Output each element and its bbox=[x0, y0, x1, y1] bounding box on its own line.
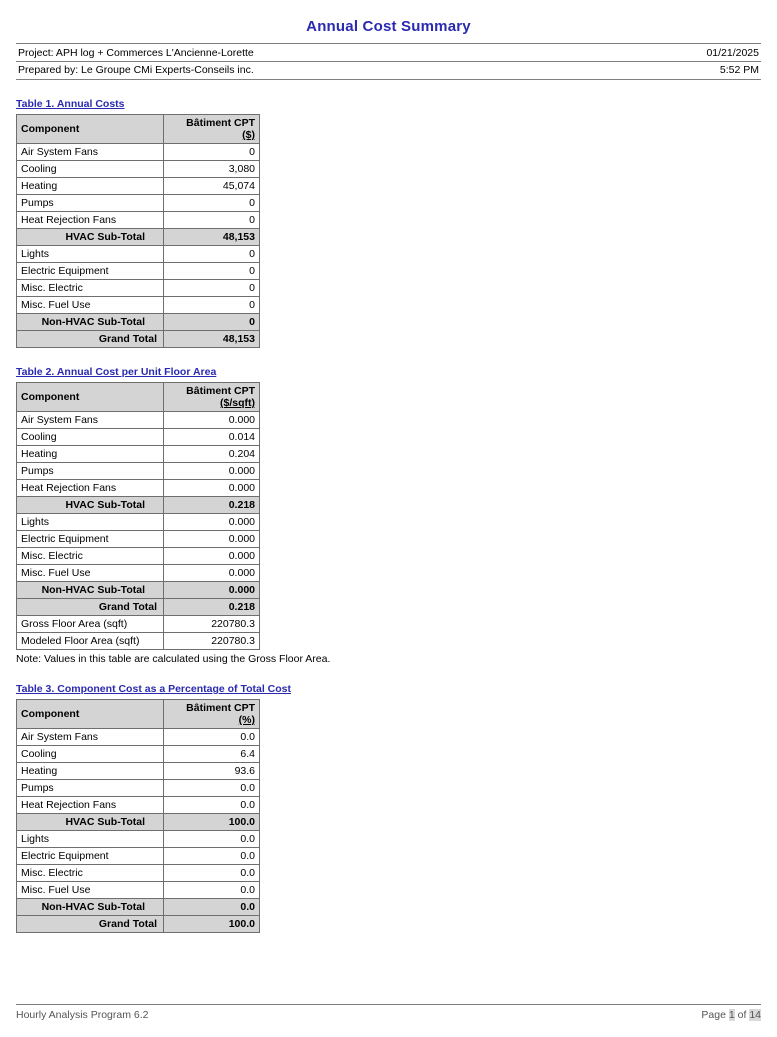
footer-page-prefix: Page bbox=[701, 1009, 726, 1021]
column-header-component: Component bbox=[17, 383, 164, 412]
row-label: Non-HVAC Sub-Total bbox=[17, 582, 164, 599]
row-value: 0.000 bbox=[164, 480, 260, 497]
row-value: 0.0 bbox=[164, 729, 260, 746]
row-value: 0 bbox=[164, 246, 260, 263]
row-label: Pumps bbox=[17, 780, 164, 797]
row-label: Misc. Fuel Use bbox=[17, 882, 164, 899]
row-value: 0.014 bbox=[164, 429, 260, 446]
column-header-component: Component bbox=[17, 115, 164, 144]
row-label: HVAC Sub-Total bbox=[17, 814, 164, 831]
row-label: Misc. Electric bbox=[17, 548, 164, 565]
table-row bbox=[17, 763, 260, 780]
row-label: Misc. Fuel Use bbox=[17, 565, 164, 582]
table-row bbox=[17, 582, 260, 599]
row-value: 220780.3 bbox=[164, 633, 260, 650]
column-header-value-line1: Bâtiment CPT bbox=[186, 702, 255, 714]
table-header-row bbox=[17, 383, 260, 412]
annual-cost-per-unit-floor-area-table bbox=[16, 382, 260, 650]
annual-costs-table bbox=[16, 114, 260, 348]
row-value: 0.000 bbox=[164, 412, 260, 429]
row-label: Air System Fans bbox=[17, 412, 164, 429]
row-label: Misc. Fuel Use bbox=[17, 297, 164, 314]
row-value: 0 bbox=[164, 297, 260, 314]
row-label: Gross Floor Area (sqft) bbox=[17, 616, 164, 633]
row-value: 0.000 bbox=[164, 463, 260, 480]
table-row bbox=[17, 229, 260, 246]
row-label: Grand Total bbox=[17, 331, 164, 348]
row-value: 100.0 bbox=[164, 814, 260, 831]
column-header-value-line1: Bâtiment CPT bbox=[186, 385, 255, 397]
row-value: 0 bbox=[164, 280, 260, 297]
table-body-1 bbox=[17, 144, 260, 348]
footer-page-current: 1 bbox=[728, 1009, 735, 1021]
table-row bbox=[17, 599, 260, 616]
table-block-2 bbox=[16, 366, 761, 665]
table-row bbox=[17, 331, 260, 348]
row-value: 48,153 bbox=[164, 331, 260, 348]
table-body-2 bbox=[17, 412, 260, 650]
column-header-value-line1: Bâtiment CPT bbox=[186, 117, 255, 129]
row-value: 220780.3 bbox=[164, 616, 260, 633]
component-cost-percentage-table bbox=[16, 699, 260, 933]
table-header-row bbox=[17, 700, 260, 729]
table-block-1 bbox=[16, 98, 761, 348]
table-row bbox=[17, 916, 260, 933]
project-label: Project: APH log + Commerces L'Ancienne-Lorette bbox=[18, 47, 254, 59]
row-value: 93.6 bbox=[164, 763, 260, 780]
row-label: Lights bbox=[17, 514, 164, 531]
column-header-value bbox=[164, 383, 260, 412]
table-row bbox=[17, 280, 260, 297]
row-value: 0.000 bbox=[164, 531, 260, 548]
row-value: 0.000 bbox=[164, 548, 260, 565]
row-label: Heat Rejection Fans bbox=[17, 212, 164, 229]
row-value: 0 bbox=[164, 314, 260, 331]
table-row bbox=[17, 848, 260, 865]
row-label: Grand Total bbox=[17, 916, 164, 933]
table-row bbox=[17, 814, 260, 831]
footer-meta bbox=[16, 1005, 761, 1021]
row-value: 0.0 bbox=[164, 831, 260, 848]
page-title: Annual Cost Summary bbox=[306, 18, 471, 35]
row-value: 0.000 bbox=[164, 582, 260, 599]
table-row bbox=[17, 565, 260, 582]
column-header-value-line2: ($) bbox=[242, 129, 255, 141]
footer-page-indicator bbox=[701, 1009, 761, 1021]
row-value: 0 bbox=[164, 212, 260, 229]
row-label: Heating bbox=[17, 763, 164, 780]
row-value: 0.0 bbox=[164, 899, 260, 916]
table-row bbox=[17, 797, 260, 814]
table-row bbox=[17, 831, 260, 848]
table-note-2: Note: Values in this table are calculated using the Gross Floor Area. bbox=[16, 653, 331, 665]
row-label: Cooling bbox=[17, 746, 164, 763]
table-row bbox=[17, 161, 260, 178]
column-header-value bbox=[164, 700, 260, 729]
row-value: 0.0 bbox=[164, 797, 260, 814]
row-label: Heat Rejection Fans bbox=[17, 797, 164, 814]
table-row bbox=[17, 212, 260, 229]
table-row bbox=[17, 531, 260, 548]
row-label: Modeled Floor Area (sqft) bbox=[17, 633, 164, 650]
row-value: 0.218 bbox=[164, 497, 260, 514]
row-value: 0.0 bbox=[164, 865, 260, 882]
row-label: Cooling bbox=[17, 429, 164, 446]
table-row bbox=[17, 882, 260, 899]
row-value: 0 bbox=[164, 195, 260, 212]
row-label: Non-HVAC Sub-Total bbox=[17, 314, 164, 331]
row-value: 48,153 bbox=[164, 229, 260, 246]
row-label: Lights bbox=[17, 246, 164, 263]
table-row bbox=[17, 314, 260, 331]
table-body-3 bbox=[17, 729, 260, 933]
table-row bbox=[17, 195, 260, 212]
row-label: Pumps bbox=[17, 463, 164, 480]
row-value: 0.000 bbox=[164, 565, 260, 582]
table-caption-3: Table 3. Component Cost as a Percentage of Total Cost bbox=[16, 683, 291, 695]
row-label: Electric Equipment bbox=[17, 848, 164, 865]
header-divider-bottom bbox=[16, 79, 761, 80]
row-label: Air System Fans bbox=[17, 729, 164, 746]
footer-program-name: Hourly Analysis Program 6.2 bbox=[16, 1009, 149, 1021]
table-row bbox=[17, 746, 260, 763]
column-header-value bbox=[164, 115, 260, 144]
table-row bbox=[17, 548, 260, 565]
prepared-by-label: Prepared by: Le Groupe CMi Experts-Conseils inc. bbox=[18, 64, 254, 76]
table-row bbox=[17, 246, 260, 263]
header-meta-row-1 bbox=[16, 44, 761, 61]
table-row bbox=[17, 463, 260, 480]
report-date: 01/21/2025 bbox=[706, 47, 759, 59]
row-value: 45,074 bbox=[164, 178, 260, 195]
row-value: 0.0 bbox=[164, 848, 260, 865]
column-header-component: Component bbox=[17, 700, 164, 729]
table-row bbox=[17, 297, 260, 314]
row-label: HVAC Sub-Total bbox=[17, 497, 164, 514]
table-row bbox=[17, 780, 260, 797]
row-value: 0 bbox=[164, 144, 260, 161]
row-value: 0.218 bbox=[164, 599, 260, 616]
row-label: Misc. Electric bbox=[17, 280, 164, 297]
table-row bbox=[17, 263, 260, 280]
table-row bbox=[17, 412, 260, 429]
row-label: Misc. Electric bbox=[17, 865, 164, 882]
table-header-row bbox=[17, 115, 260, 144]
footer-page-total: 14 bbox=[749, 1009, 761, 1021]
row-label: Grand Total bbox=[17, 599, 164, 616]
row-label: Heating bbox=[17, 178, 164, 195]
row-label: Cooling bbox=[17, 161, 164, 178]
table-row bbox=[17, 865, 260, 882]
report-time: 5:52 PM bbox=[719, 64, 759, 76]
table-row bbox=[17, 633, 260, 650]
page-footer bbox=[16, 1004, 761, 1021]
table-caption-2: Table 2. Annual Cost per Unit Floor Area bbox=[16, 366, 217, 378]
table-row bbox=[17, 429, 260, 446]
row-label: HVAC Sub-Total bbox=[17, 229, 164, 246]
row-value: 3,080 bbox=[164, 161, 260, 178]
table-row bbox=[17, 480, 260, 497]
table-row bbox=[17, 178, 260, 195]
row-label: Lights bbox=[17, 831, 164, 848]
row-value: 0.0 bbox=[164, 780, 260, 797]
row-label: Electric Equipment bbox=[17, 263, 164, 280]
table-row bbox=[17, 446, 260, 463]
row-label: Electric Equipment bbox=[17, 531, 164, 548]
table-caption-1: Table 1. Annual Costs bbox=[16, 98, 125, 110]
table-row bbox=[17, 514, 260, 531]
row-label: Heat Rejection Fans bbox=[17, 480, 164, 497]
row-value: 6.4 bbox=[164, 746, 260, 763]
column-header-value-line2: ($/sqft) bbox=[220, 397, 255, 409]
row-label: Non-HVAC Sub-Total bbox=[17, 899, 164, 916]
table-block-3 bbox=[16, 683, 761, 933]
column-header-value-line2: (%) bbox=[238, 714, 255, 726]
row-value: 0.0 bbox=[164, 882, 260, 899]
row-value: 0.204 bbox=[164, 446, 260, 463]
row-value: 0.000 bbox=[164, 514, 260, 531]
row-label: Pumps bbox=[17, 195, 164, 212]
row-value: 100.0 bbox=[164, 916, 260, 933]
header-meta-row-2 bbox=[16, 62, 761, 79]
table-row bbox=[17, 497, 260, 514]
footer-page-of: of bbox=[737, 1009, 747, 1021]
table-row bbox=[17, 729, 260, 746]
row-label: Air System Fans bbox=[17, 144, 164, 161]
table-row bbox=[17, 144, 260, 161]
table-row bbox=[17, 616, 260, 633]
row-value: 0 bbox=[164, 263, 260, 280]
row-label: Heating bbox=[17, 446, 164, 463]
table-row bbox=[17, 899, 260, 916]
